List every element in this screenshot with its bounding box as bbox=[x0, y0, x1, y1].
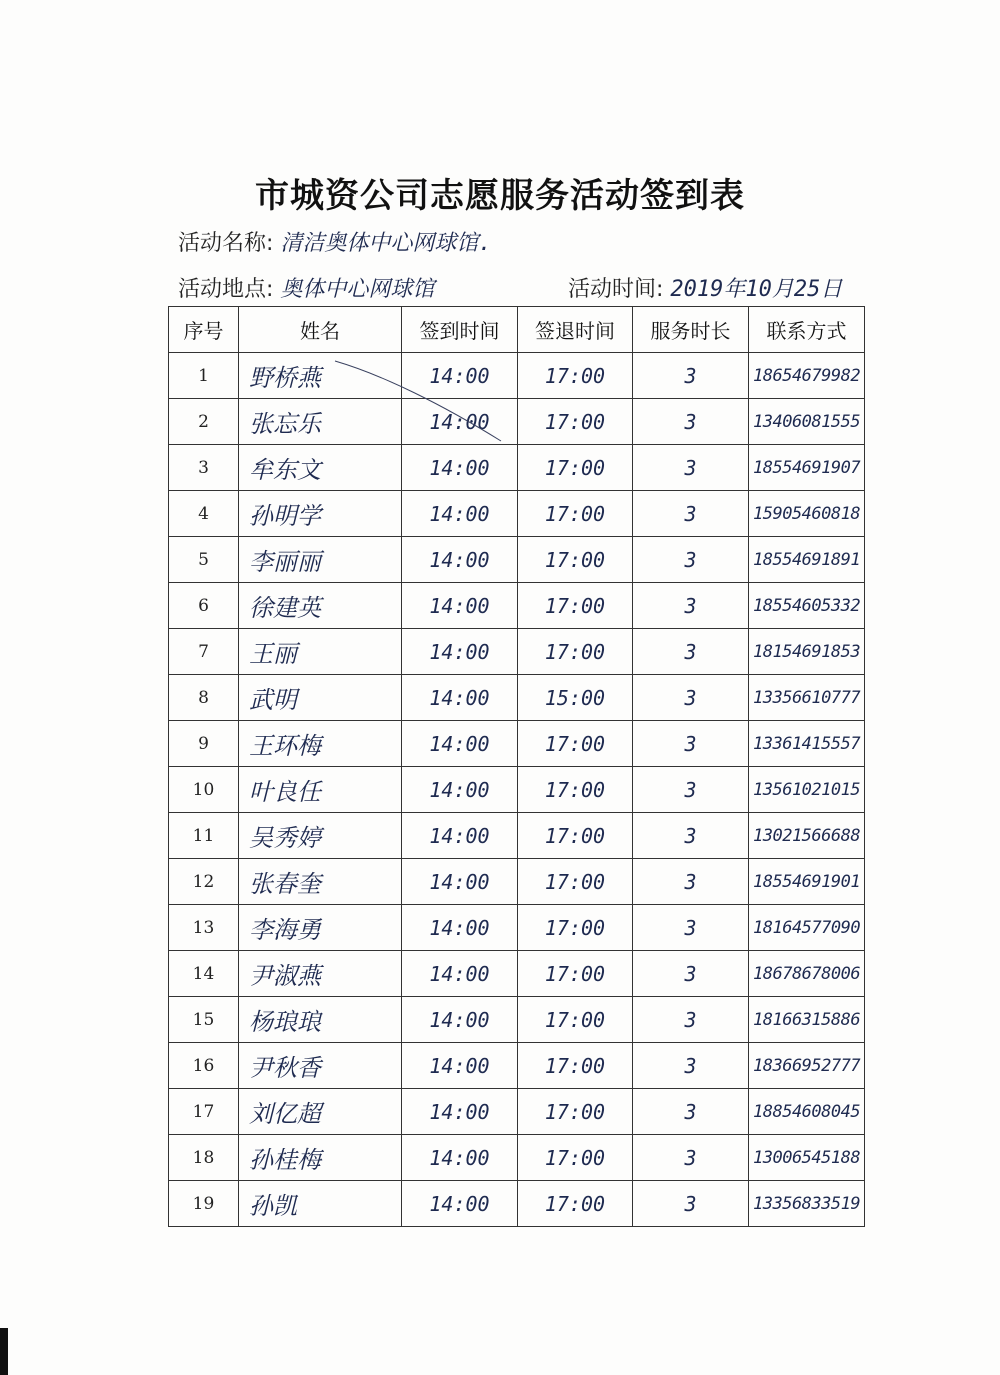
table-row bbox=[169, 905, 865, 951]
row-number: 5 bbox=[169, 537, 239, 583]
row-number: 17 bbox=[169, 1089, 239, 1135]
sign-out-time: 17:00 bbox=[518, 813, 633, 859]
service-hours: 3 bbox=[633, 629, 749, 675]
service-hours: 3 bbox=[633, 675, 749, 721]
contact-phone: 18154691853 bbox=[749, 629, 865, 675]
header-name: 姓名 bbox=[239, 307, 402, 353]
table-row bbox=[169, 353, 865, 399]
service-hours: 3 bbox=[633, 1043, 749, 1089]
signature-name: 李丽丽 bbox=[239, 537, 402, 583]
sign-in-time: 14:00 bbox=[402, 813, 518, 859]
sign-in-time: 14:00 bbox=[402, 675, 518, 721]
row-number: 11 bbox=[169, 813, 239, 859]
sign-in-time: 14:00 bbox=[402, 537, 518, 583]
service-hours: 3 bbox=[633, 951, 749, 997]
service-hours: 3 bbox=[633, 767, 749, 813]
activity-place-row bbox=[178, 272, 434, 303]
contact-phone: 13356833519 bbox=[749, 1181, 865, 1227]
contact-phone: 18554691907 bbox=[749, 445, 865, 491]
contact-phone: 18166315886 bbox=[749, 997, 865, 1043]
sign-in-time: 14:00 bbox=[402, 997, 518, 1043]
sign-in-time: 14:00 bbox=[402, 629, 518, 675]
sign-in-time: 14:00 bbox=[402, 491, 518, 537]
sign-out-time: 17:00 bbox=[518, 445, 633, 491]
row-number: 2 bbox=[169, 399, 239, 445]
signature-name: 牟东文 bbox=[239, 445, 402, 491]
contact-phone: 13006545188 bbox=[749, 1135, 865, 1181]
table-header-row bbox=[169, 307, 865, 353]
sign-in-time: 14:00 bbox=[402, 767, 518, 813]
table-row bbox=[169, 813, 865, 859]
row-number: 10 bbox=[169, 767, 239, 813]
row-number: 14 bbox=[169, 951, 239, 997]
signature-name: 武明 bbox=[239, 675, 402, 721]
sign-out-time: 17:00 bbox=[518, 905, 633, 951]
sign-in-time: 14:00 bbox=[402, 399, 518, 445]
sign-in-time: 14:00 bbox=[402, 905, 518, 951]
sign-out-time: 17:00 bbox=[518, 491, 633, 537]
contact-phone: 18554691891 bbox=[749, 537, 865, 583]
service-hours: 3 bbox=[633, 905, 749, 951]
signature-name: 孙桂梅 bbox=[239, 1135, 402, 1181]
header-service-hours: 服务时长 bbox=[633, 307, 749, 353]
signature-name: 徐建英 bbox=[239, 583, 402, 629]
service-hours: 3 bbox=[633, 353, 749, 399]
service-hours: 3 bbox=[633, 721, 749, 767]
row-number: 9 bbox=[169, 721, 239, 767]
contact-phone: 13406081555 bbox=[749, 399, 865, 445]
contact-phone: 18654679982 bbox=[749, 353, 865, 399]
service-hours: 3 bbox=[633, 583, 749, 629]
signature-name: 孙凯 bbox=[239, 1181, 402, 1227]
sign-out-time: 17:00 bbox=[518, 721, 633, 767]
sign-out-time: 15:00 bbox=[518, 675, 633, 721]
row-number: 3 bbox=[169, 445, 239, 491]
row-number: 18 bbox=[169, 1135, 239, 1181]
sign-in-time: 14:00 bbox=[402, 1089, 518, 1135]
sign-out-time: 17:00 bbox=[518, 537, 633, 583]
contact-phone: 13021566688 bbox=[749, 813, 865, 859]
service-hours: 3 bbox=[633, 399, 749, 445]
table-row bbox=[169, 997, 865, 1043]
contact-phone: 18678678006 bbox=[749, 951, 865, 997]
sign-out-time: 17:00 bbox=[518, 1089, 633, 1135]
service-hours: 3 bbox=[633, 859, 749, 905]
signature-name: 叶良任 bbox=[239, 767, 402, 813]
table-row bbox=[169, 491, 865, 537]
signature-name: 野桥燕 bbox=[239, 353, 402, 399]
row-number: 1 bbox=[169, 353, 239, 399]
activity-name-value: 清洁奥体中心网球馆. bbox=[280, 231, 492, 256]
signature-name: 孙明学 bbox=[239, 491, 402, 537]
sign-out-time: 17:00 bbox=[518, 1043, 633, 1089]
sign-in-time: 14:00 bbox=[402, 1043, 518, 1089]
pen-stroke-mark bbox=[333, 355, 503, 445]
contact-phone: 18366952777 bbox=[749, 1043, 865, 1089]
sign-out-time: 17:00 bbox=[518, 767, 633, 813]
signature-name: 杨琅琅 bbox=[239, 997, 402, 1043]
sign-out-time: 17:00 bbox=[518, 1181, 633, 1227]
sign-in-time: 14:00 bbox=[402, 445, 518, 491]
table-row bbox=[169, 399, 865, 445]
header-contact: 联系方式 bbox=[749, 307, 865, 353]
table-row bbox=[169, 445, 865, 491]
table-row bbox=[169, 583, 865, 629]
activity-time-row bbox=[568, 272, 842, 303]
signature-name: 王丽 bbox=[239, 629, 402, 675]
sign-out-time: 17:00 bbox=[518, 399, 633, 445]
row-number: 8 bbox=[169, 675, 239, 721]
sign-out-time: 17:00 bbox=[518, 629, 633, 675]
table-row bbox=[169, 1043, 865, 1089]
sign-in-time: 14:00 bbox=[402, 859, 518, 905]
signature-name: 尹淑燕 bbox=[239, 951, 402, 997]
table-row bbox=[169, 721, 865, 767]
row-number: 12 bbox=[169, 859, 239, 905]
service-hours: 3 bbox=[633, 813, 749, 859]
sign-out-time: 17:00 bbox=[518, 583, 633, 629]
table-row bbox=[169, 537, 865, 583]
table-row bbox=[169, 859, 865, 905]
sign-in-time: 14:00 bbox=[402, 583, 518, 629]
table-row bbox=[169, 675, 865, 721]
sign-in-table bbox=[168, 306, 865, 1227]
service-hours: 3 bbox=[633, 537, 749, 583]
service-hours: 3 bbox=[633, 491, 749, 537]
activity-name-row bbox=[178, 226, 492, 257]
table-row bbox=[169, 1181, 865, 1227]
row-number: 7 bbox=[169, 629, 239, 675]
sign-out-time: 17:00 bbox=[518, 997, 633, 1043]
table-row bbox=[169, 951, 865, 997]
activity-place-label: 活动地点: bbox=[178, 277, 274, 302]
row-number: 19 bbox=[169, 1181, 239, 1227]
contact-phone: 13361415557 bbox=[749, 721, 865, 767]
signature-name: 张忘乐 bbox=[239, 399, 402, 445]
header-sign-out-time: 签退时间 bbox=[518, 307, 633, 353]
contact-phone: 18164577090 bbox=[749, 905, 865, 951]
row-number: 4 bbox=[169, 491, 239, 537]
table-row bbox=[169, 629, 865, 675]
signature-name: 吴秀婷 bbox=[239, 813, 402, 859]
signature-name: 尹秋香 bbox=[239, 1043, 402, 1089]
activity-time-value: 2019年10月25日 bbox=[670, 277, 843, 302]
service-hours: 3 bbox=[633, 1089, 749, 1135]
table-row bbox=[169, 1089, 865, 1135]
table-row bbox=[169, 1135, 865, 1181]
sign-in-time: 14:00 bbox=[402, 353, 518, 399]
scan-edge-mark bbox=[0, 1328, 8, 1375]
contact-phone: 18554691901 bbox=[749, 859, 865, 905]
sign-out-time: 17:00 bbox=[518, 951, 633, 997]
contact-phone: 18854608045 bbox=[749, 1089, 865, 1135]
header-sign-in-time: 签到时间 bbox=[402, 307, 518, 353]
service-hours: 3 bbox=[633, 1135, 749, 1181]
table-body bbox=[169, 353, 865, 1227]
signature-name: 王环梅 bbox=[239, 721, 402, 767]
sign-out-time: 17:00 bbox=[518, 859, 633, 905]
sign-in-time: 14:00 bbox=[402, 721, 518, 767]
row-number: 13 bbox=[169, 905, 239, 951]
table-row bbox=[169, 767, 865, 813]
activity-place-value: 奥体中心网球馆 bbox=[280, 277, 435, 302]
row-number: 6 bbox=[169, 583, 239, 629]
row-number: 15 bbox=[169, 997, 239, 1043]
page-title: 市城资公司志愿服务活动签到表 bbox=[255, 176, 745, 216]
sign-in-time: 14:00 bbox=[402, 951, 518, 997]
sign-out-time: 17:00 bbox=[518, 353, 633, 399]
sign-in-time: 14:00 bbox=[402, 1135, 518, 1181]
contact-phone: 15905460818 bbox=[749, 491, 865, 537]
signature-name: 刘亿超 bbox=[239, 1089, 402, 1135]
service-hours: 3 bbox=[633, 1181, 749, 1227]
sign-out-time: 17:00 bbox=[518, 1135, 633, 1181]
sign-in-time: 14:00 bbox=[402, 1181, 518, 1227]
contact-phone: 13561021015 bbox=[749, 767, 865, 813]
signature-name: 张春奎 bbox=[239, 859, 402, 905]
activity-time-label: 活动时间: bbox=[568, 277, 664, 302]
service-hours: 3 bbox=[633, 445, 749, 491]
contact-phone: 18554605332 bbox=[749, 583, 865, 629]
signature-name: 李海勇 bbox=[239, 905, 402, 951]
activity-name-label: 活动名称: bbox=[178, 231, 274, 256]
contact-phone: 13356610777 bbox=[749, 675, 865, 721]
row-number: 16 bbox=[169, 1043, 239, 1089]
service-hours: 3 bbox=[633, 997, 749, 1043]
header-number: 序号 bbox=[169, 307, 239, 353]
